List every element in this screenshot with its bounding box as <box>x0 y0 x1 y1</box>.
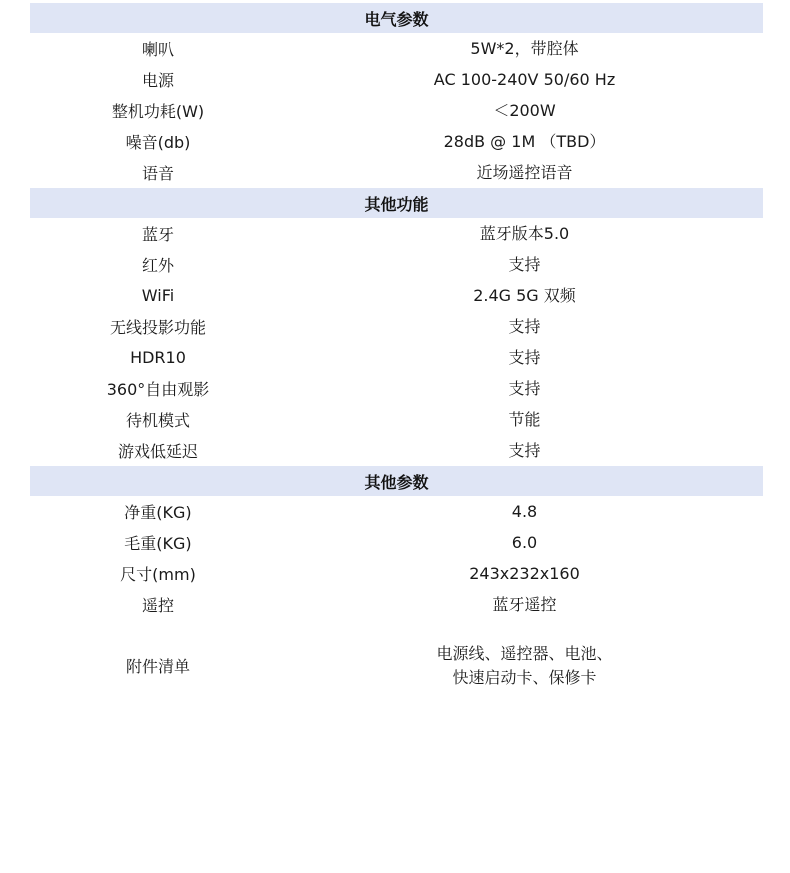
spec-label: 语音 <box>141 164 174 183</box>
spec-value-accessories <box>286 642 763 690</box>
spec-value: 243x232x160 <box>469 563 580 583</box>
spec-label: 游戏低延迟 <box>117 442 198 461</box>
spec-value: 28dB @ 1M （TBD） <box>443 131 606 151</box>
spec-value: 支持 <box>508 347 541 367</box>
spec-value: 支持 <box>508 440 541 460</box>
spec-row <box>30 496 763 527</box>
section-header-electrical: 电气参数 <box>30 3 763 33</box>
spec-label: 待机模式 <box>125 411 190 430</box>
spec-label: 无线投影功能 <box>109 318 206 337</box>
spec-label: 遥控 <box>141 596 174 615</box>
spec-label: 噪音(db) <box>125 133 191 152</box>
spec-label: 毛重(KG) <box>124 534 192 553</box>
spec-value: ＜200W <box>493 100 556 120</box>
section-header-other-params: 其他参数 <box>30 466 763 496</box>
spec-label: 附件清单 <box>125 657 190 676</box>
spec-row <box>30 33 763 64</box>
section-header-other-features: 其他功能 <box>30 188 763 218</box>
accessories-line-1: 电源线、遥控器、电池、 <box>436 643 613 663</box>
spec-row <box>30 373 763 404</box>
spec-label: 蓝牙 <box>141 225 174 244</box>
spec-value: 蓝牙遥控 <box>492 594 557 614</box>
spec-label: WiFi <box>141 286 175 305</box>
spec-label: 电源 <box>141 71 174 90</box>
spec-row <box>30 404 763 435</box>
spec-value: 近场遥控语音 <box>476 162 573 182</box>
spec-value: AC 100-240V 50/60 Hz <box>433 69 616 89</box>
spec-row <box>30 311 763 342</box>
spec-label: 红外 <box>141 256 174 275</box>
spec-row <box>30 95 763 126</box>
spec-label: 整机功耗(W) <box>111 102 205 121</box>
spec-row <box>30 435 763 466</box>
spec-value: 支持 <box>508 254 541 274</box>
spec-label: HDR10 <box>130 348 186 367</box>
spec-value: 蓝牙版本5.0 <box>479 223 570 243</box>
spec-value: 6.0 <box>511 532 538 552</box>
spec-label: 喇叭 <box>141 40 174 59</box>
spec-row <box>30 126 763 157</box>
spec-row <box>30 64 763 95</box>
spec-value: 5W*2，带腔体 <box>470 38 579 58</box>
spec-row <box>30 589 763 620</box>
spec-row-accessories <box>30 620 763 711</box>
spec-row <box>30 218 763 249</box>
spec-table <box>30 3 763 711</box>
spec-label: 360°自由观影 <box>106 380 210 399</box>
accessories-line-2: 快速启动卡、保修卡 <box>452 667 597 687</box>
spec-value: 4.8 <box>511 501 538 521</box>
spec-value: 支持 <box>508 316 541 336</box>
spec-row <box>30 280 763 311</box>
spec-label: 尺寸(mm) <box>120 565 196 584</box>
spec-row <box>30 342 763 373</box>
spec-label: 净重(KG) <box>124 503 192 522</box>
spec-row <box>30 249 763 280</box>
spec-value: 节能 <box>508 409 541 429</box>
spec-row <box>30 157 763 188</box>
spec-value: 2.4G 5G 双频 <box>473 285 576 305</box>
spec-row <box>30 558 763 589</box>
spec-row <box>30 527 763 558</box>
spec-value: 支持 <box>508 378 541 398</box>
